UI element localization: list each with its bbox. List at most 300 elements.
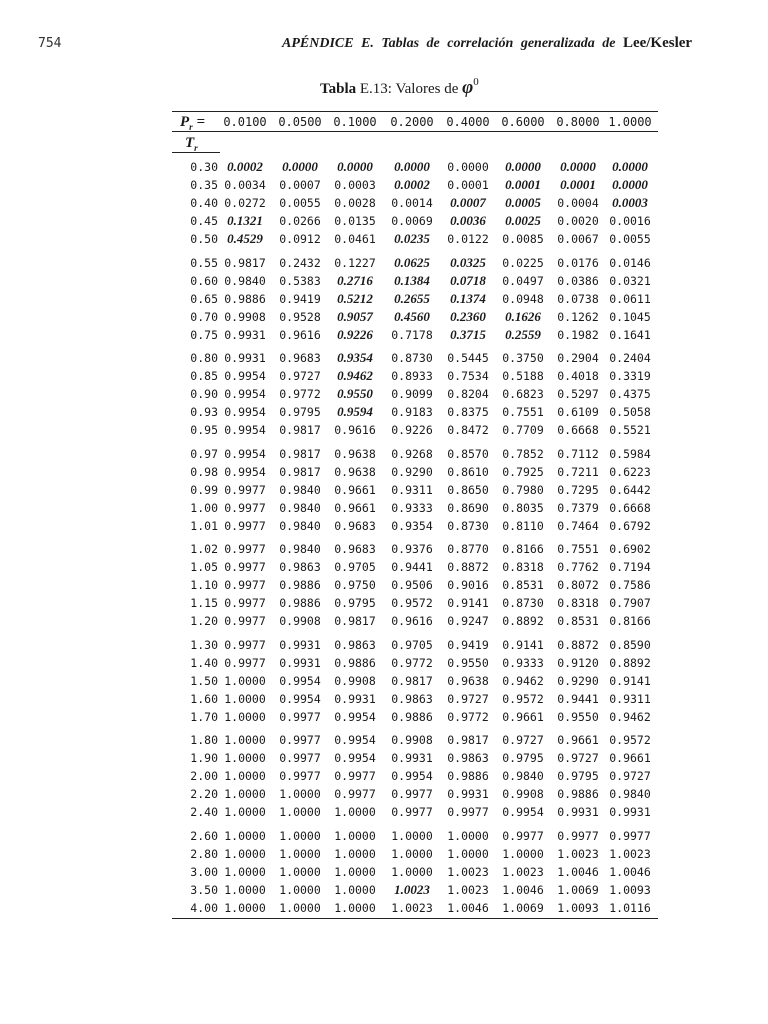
phi-value-cell: 0.1982 — [557, 327, 599, 342]
phi-value-cell: 1.0000 — [224, 691, 266, 706]
phi-value-cell: 0.9817 — [279, 423, 321, 438]
phi-value-cell: 0.4529 — [227, 231, 263, 247]
phi-value-cell: 1.0000 — [334, 864, 376, 879]
pr-column-header: 0.4000 — [446, 115, 490, 129]
phi-value-cell: 0.9311 — [391, 482, 433, 497]
phi-value-cell: 0.9931 — [224, 327, 266, 342]
tr-cell: 2.20 — [190, 787, 218, 802]
phi-value-cell: 0.9550 — [557, 709, 599, 724]
phi-value-cell: 0.0122 — [447, 232, 489, 247]
table-row — [172, 196, 658, 214]
caption-label: Tabla — [320, 81, 357, 97]
phi-value-cell: 0.5297 — [557, 387, 599, 402]
phi-value-cell: 0.0718 — [450, 272, 486, 288]
phi-value-cell: 0.0948 — [502, 291, 544, 306]
phi-value-cell: 0.2404 — [609, 351, 651, 365]
tr-cell: 1.02 — [190, 542, 218, 556]
table-row — [172, 733, 658, 751]
phi-value-cell: 1.0023 — [391, 900, 433, 915]
phi-value-cell: 0.7762 — [557, 560, 599, 575]
phi-value-cell: 0.0272 — [224, 196, 266, 211]
phi-value-cell: 0.0497 — [502, 273, 544, 288]
phi-value-cell: 0.8730 — [391, 351, 433, 365]
table-row — [172, 214, 658, 232]
phi-value-cell: 0.7925 — [502, 464, 544, 479]
phi-value-cell: 0.0225 — [502, 255, 544, 270]
phi-value-cell: 0.9977 — [502, 828, 544, 843]
phi-value-cell: 1.0000 — [224, 846, 266, 861]
tr-cell: 3.00 — [190, 864, 218, 879]
phi-value-cell: 0.9954 — [334, 709, 376, 724]
phi-value-cell: 0.9977 — [224, 542, 266, 556]
phi-value-cell: 0.9817 — [279, 446, 321, 461]
phi-value-cell: 0.9727 — [447, 691, 489, 706]
pr-column-header: 0.8000 — [556, 115, 600, 129]
phi-value-cell: 0.1045 — [609, 309, 651, 324]
phi-value-cell: 0.9931 — [447, 787, 489, 802]
phi-value-cell: 0.8531 — [502, 578, 544, 593]
phi-value-cell: 0.9863 — [279, 560, 321, 575]
phi-value-cell: 0.7980 — [502, 482, 544, 497]
phi-value-cell: 1.0000 — [224, 769, 266, 784]
phi-value-cell: 1.0000 — [279, 787, 321, 802]
tr-cell: 1.15 — [190, 596, 218, 611]
phi-value-cell: 1.0000 — [279, 864, 321, 879]
phi-value-cell: 0.9795 — [557, 769, 599, 784]
table-row — [172, 501, 658, 519]
phi-value-cell: 0.9908 — [224, 309, 266, 324]
phi-value-cell: 0.9954 — [224, 423, 266, 438]
phi-value-cell: 0.9954 — [224, 405, 266, 420]
phi-value-cell: 0.0738 — [557, 291, 599, 306]
phi-value-cell: 0.9817 — [279, 464, 321, 479]
phi-value-cell: 0.0005 — [505, 195, 541, 211]
phi-value-cell: 0.4560 — [394, 308, 430, 324]
phi-value-cell: 0.7709 — [502, 423, 544, 438]
tr-cell: 1.80 — [190, 733, 218, 747]
phi-value-cell: 0.9099 — [391, 387, 433, 402]
phi-value-cell: 1.0000 — [279, 882, 321, 897]
phi-value-cell: 0.9977 — [224, 578, 266, 593]
phi-value-cell: 0.9226 — [391, 423, 433, 438]
table-top-rule — [172, 111, 658, 112]
phi-value-cell: 0.9863 — [447, 751, 489, 766]
phi-value-cell: 0.0028 — [334, 196, 376, 211]
phi-value-cell: 0.9462 — [337, 368, 373, 384]
phi-value-cell: 0.9311 — [609, 691, 651, 706]
table-row — [172, 387, 658, 405]
phi-value-cell: 0.0000 — [394, 159, 430, 174]
phi-value-cell: 0.9333 — [502, 655, 544, 670]
phi-value-cell: 0.9886 — [224, 291, 266, 306]
table-row — [172, 178, 658, 196]
phi-value-cell: 0.9886 — [447, 769, 489, 784]
phi-value-cell: 0.9616 — [334, 423, 376, 438]
tr-cell: 0.99 — [190, 482, 218, 497]
phi-value-cell: 1.0046 — [502, 882, 544, 897]
phi-value-cell: 1.0023 — [609, 846, 651, 861]
phi-value-cell: 0.9141 — [447, 596, 489, 611]
phi-value-cell: 0.9977 — [224, 637, 266, 652]
phi-value-cell: 0.9616 — [391, 614, 433, 629]
phi-value-cell: 0.9290 — [391, 464, 433, 479]
tr-cell: 2.40 — [190, 805, 218, 820]
phi-value-cell: 0.9954 — [334, 733, 376, 747]
phi-value-cell: 0.9977 — [279, 709, 321, 724]
phi-value-cell: 0.1626 — [505, 308, 541, 324]
phi-value-cell: 0.0000 — [447, 160, 489, 174]
phi-value-cell: 1.0000 — [224, 900, 266, 915]
phi-value-cell: 0.9817 — [447, 733, 489, 747]
phi-value-cell: 0.9727 — [502, 733, 544, 747]
phi-value-cell: 0.0020 — [557, 214, 599, 229]
phi-value-cell: 1.0000 — [391, 846, 433, 861]
phi-value-cell: 0.9977 — [447, 805, 489, 820]
phi-value-cell: 0.9977 — [391, 787, 433, 802]
phi-value-cell: 1.0093 — [557, 900, 599, 915]
phi-value-cell: 0.7211 — [557, 464, 599, 479]
tr-cell: 0.40 — [190, 196, 218, 211]
phi-value-cell: 0.2716 — [337, 272, 373, 288]
table-row — [172, 901, 658, 919]
phi-value-cell: 0.3715 — [450, 326, 486, 342]
phi-value-cell: 1.0000 — [224, 805, 266, 820]
phi-value-cell: 0.8204 — [447, 387, 489, 402]
phi-value-cell: 0.9419 — [447, 637, 489, 652]
phi-value-cell: 0.7178 — [391, 327, 433, 342]
phi-value-cell: 0.9638 — [447, 673, 489, 688]
pr-column-header: 0.6000 — [501, 115, 545, 129]
phi-value-cell: 0.9977 — [391, 805, 433, 820]
table-row — [172, 692, 658, 710]
phi-value-cell: 0.9931 — [334, 691, 376, 706]
phi-value-cell: 0.9977 — [224, 500, 266, 515]
phi-value-cell: 0.9954 — [224, 464, 266, 479]
phi-value-cell: 0.9750 — [334, 578, 376, 593]
phi-value-cell: 0.3750 — [502, 351, 544, 365]
phi-value-cell: 0.1321 — [227, 213, 263, 229]
phi-value-cell: 0.5445 — [447, 351, 489, 365]
phi-value-cell: 1.0046 — [609, 864, 651, 879]
phi-value-cell: 0.9226 — [337, 326, 373, 342]
phi-value-cell: 0.6902 — [609, 542, 651, 556]
phi-value-cell: 0.0055 — [279, 196, 321, 211]
tr-cell: 0.35 — [190, 178, 218, 193]
pr-column-header: 0.2000 — [390, 115, 434, 129]
tr-cell: 2.00 — [190, 769, 218, 784]
phi-value-cell: 0.0611 — [609, 291, 651, 306]
phi-value-cell: 0.5058 — [609, 405, 651, 420]
phi-value-cell: 0.4375 — [609, 387, 651, 402]
phi-value-cell: 0.2655 — [394, 290, 430, 306]
phi-value-cell: 0.9817 — [391, 673, 433, 688]
phi-value-cell: 0.9462 — [609, 709, 651, 724]
phi-value-cell: 0.9638 — [334, 464, 376, 479]
phi-value-cell: 1.0000 — [224, 828, 266, 843]
phi-value-cell: 0.8610 — [447, 464, 489, 479]
phi-value-cell: 0.9572 — [391, 596, 433, 611]
phi-value-cell: 0.9683 — [334, 542, 376, 556]
phi-value-cell: 0.0176 — [557, 255, 599, 270]
table-row — [172, 847, 658, 865]
phi-value-cell: 0.8072 — [557, 578, 599, 593]
phi-value-cell: 0.8730 — [447, 518, 489, 533]
tr-cell: 1.01 — [190, 518, 218, 533]
phi-value-cell: 0.9616 — [279, 327, 321, 342]
table-row — [172, 883, 658, 901]
tr-cell: 1.70 — [190, 709, 218, 724]
phi-value-cell: 0.7112 — [557, 446, 599, 461]
tr-cell: 0.45 — [190, 214, 218, 229]
phi-value-cell: 1.0000 — [224, 673, 266, 688]
phi-value-cell: 0.6223 — [609, 464, 651, 479]
phi-value-cell: 0.9908 — [334, 673, 376, 688]
phi-value-cell: 0.9683 — [334, 518, 376, 533]
phi-value-cell: 0.6792 — [609, 518, 651, 533]
phi-value-cell: 0.9528 — [279, 309, 321, 324]
phi-value-cell: 1.0000 — [224, 864, 266, 879]
phi-value-cell: 0.8933 — [391, 369, 433, 384]
phi-value-cell: 0.9462 — [502, 673, 544, 688]
pr-column-header: 1.0000 — [608, 115, 652, 129]
phi-value-cell: 0.7295 — [557, 482, 599, 497]
phi-value-cell: 1.0000 — [224, 733, 266, 747]
phi-value-cell: 0.9863 — [334, 637, 376, 652]
tr-cell: 0.95 — [190, 423, 218, 438]
phi-value-cell: 1.0093 — [609, 882, 651, 897]
table-row — [172, 560, 658, 578]
table-row — [172, 328, 658, 346]
phi-value-cell: 1.0000 — [224, 787, 266, 802]
phi-value-cell: 0.9931 — [279, 655, 321, 670]
phi-value-cell: 0.0003 — [334, 178, 376, 193]
phi-value-cell: 0.9954 — [502, 805, 544, 820]
phi-value-cell: 1.0046 — [447, 900, 489, 915]
phi-value-cell: 0.9840 — [502, 769, 544, 784]
phi-value-cell: 0.9840 — [224, 273, 266, 288]
phi-value-cell: 0.8730 — [502, 596, 544, 611]
tr-cell: 0.85 — [190, 369, 218, 384]
running-head — [282, 35, 702, 52]
phi-value-cell: 0.0007 — [450, 195, 486, 211]
phi-value-cell: 0.9772 — [391, 655, 433, 670]
phi-value-cell: 0.8531 — [557, 614, 599, 629]
phi-value-cell: 0.9954 — [279, 691, 321, 706]
phi-value-cell: 1.0023 — [447, 882, 489, 897]
tr-cell: 0.70 — [190, 309, 218, 324]
phi-value-cell: 0.0461 — [334, 232, 376, 247]
phi-value-cell: 0.7907 — [609, 596, 651, 611]
table-row — [172, 542, 658, 560]
phi-value-cell: 0.9661 — [609, 751, 651, 766]
table-row — [172, 447, 658, 465]
table-row — [172, 614, 658, 632]
tr-cell: 1.60 — [190, 691, 218, 706]
phi-value-cell: 0.9506 — [391, 578, 433, 593]
phi-value-cell: 0.9705 — [334, 560, 376, 575]
phi-value-cell: 1.0000 — [224, 709, 266, 724]
phi-value-cell: 0.3319 — [609, 369, 651, 384]
phi-value-cell: 0.6668 — [609, 500, 651, 515]
phi-value-cell: 0.8590 — [609, 637, 651, 652]
phi-value-cell: 0.9817 — [334, 614, 376, 629]
phi-value-cell: 0.0000 — [560, 159, 596, 174]
phi-value-cell: 0.7464 — [557, 518, 599, 533]
tr-cell: 1.05 — [190, 560, 218, 575]
phi-value-cell: 0.9863 — [391, 691, 433, 706]
phi-value-cell: 1.0000 — [391, 828, 433, 843]
phi-value-cell: 0.8318 — [502, 560, 544, 575]
phi-value-cell: 0.8472 — [447, 423, 489, 438]
tr-header-rule — [172, 152, 220, 153]
tr-cell: 0.97 — [190, 446, 218, 461]
phi-value-cell: 0.7551 — [502, 405, 544, 420]
table-header-row — [172, 114, 658, 131]
phi-value-cell: 1.0000 — [334, 900, 376, 915]
phi-value-cell: 0.9247 — [447, 614, 489, 629]
phi-value-cell: 0.9977 — [224, 655, 266, 670]
phi-value-cell: 0.0003 — [612, 195, 648, 211]
phi-value-cell: 0.9977 — [557, 828, 599, 843]
phi-value-cell: 1.0000 — [502, 846, 544, 861]
phi-value-cell: 0.0135 — [334, 214, 376, 229]
phi-value-cell: 0.7534 — [447, 369, 489, 384]
phi-value-cell: 1.0000 — [334, 846, 376, 861]
tr-cell: 1.30 — [190, 637, 218, 652]
phi-value-cell: 0.0001 — [560, 177, 596, 193]
phi-value-cell: 0.9977 — [279, 733, 321, 747]
phi-value-cell: 0.8892 — [609, 655, 651, 670]
phi-value-cell: 0.9141 — [502, 637, 544, 652]
table-row — [172, 274, 658, 292]
phi-value-cell: 0.9268 — [391, 446, 433, 461]
table-caption — [320, 77, 479, 99]
phi-value-cell: 0.0001 — [505, 177, 541, 193]
phi-value-cell: 0.9908 — [502, 787, 544, 802]
phi-value-cell: 0.8650 — [447, 482, 489, 497]
phi-value-cell: 0.0000 — [612, 177, 648, 193]
phi-value-cell: 0.9977 — [279, 751, 321, 766]
phi-value-cell: 0.0000 — [505, 159, 541, 174]
phi-value-cell: 0.9931 — [279, 637, 321, 652]
table-row — [172, 465, 658, 483]
tr-cell: 0.93 — [190, 405, 218, 420]
phi-value-cell: 0.9954 — [224, 446, 266, 461]
table-row — [172, 292, 658, 310]
phi-value-cell: 0.0321 — [609, 273, 651, 288]
phi-value-cell: 0.9954 — [334, 751, 376, 766]
phi-value-cell: 0.1384 — [394, 272, 430, 288]
table-row — [172, 596, 658, 614]
phi-value-cell: 0.8770 — [447, 542, 489, 556]
caption-title: Valores de — [395, 81, 459, 97]
phi-value-cell: 1.0000 — [279, 828, 321, 843]
phi-value-cell: 0.9977 — [224, 560, 266, 575]
phi-value-cell: 0.9661 — [557, 733, 599, 747]
phi-value-cell: 0.0055 — [609, 232, 651, 247]
phi-value-cell: 0.0025 — [505, 213, 541, 229]
phi-value-cell: 0.9817 — [224, 255, 266, 270]
table-row — [172, 232, 658, 250]
phi-value-cell: 0.8110 — [502, 518, 544, 533]
phi-value-cell: 0.0036 — [450, 213, 486, 229]
phi-value-cell: 0.0002 — [227, 159, 263, 174]
phi-value-cell: 0.2559 — [505, 326, 541, 342]
phi-value-cell: 0.9795 — [279, 405, 321, 420]
running-head-text: APÉNDICE E. Tablas de correlación generalizada de — [282, 36, 616, 51]
phi-value-cell: 0.9683 — [279, 351, 321, 365]
phi-value-cell: 0.9977 — [334, 769, 376, 784]
phi-value-cell: 0.9840 — [609, 787, 651, 802]
table-bottom-rule — [172, 918, 658, 919]
pr-header-label: $P_r$ = — [180, 114, 205, 132]
table-row — [172, 369, 658, 387]
caption-superscript: 0 — [473, 76, 479, 88]
phi-value-cell: 1.0000 — [334, 805, 376, 820]
phi-value-cell: 1.0000 — [334, 882, 376, 897]
phi-value-cell: 1.0069 — [557, 882, 599, 897]
table-row — [172, 829, 658, 847]
tr-cell: 0.65 — [190, 291, 218, 306]
tr-cell: 0.90 — [190, 387, 218, 402]
phi-value-cell: 0.2432 — [279, 255, 321, 270]
phi-value-cell: 0.9977 — [224, 614, 266, 629]
phi-value-cell: 0.9886 — [557, 787, 599, 802]
phi-value-cell: 0.5383 — [279, 273, 321, 288]
phi-value-cell: 0.9931 — [609, 805, 651, 820]
phi-value-cell: 0.9572 — [502, 691, 544, 706]
phi-value-cell: 0.0007 — [279, 178, 321, 193]
phi-value-cell: 0.1262 — [557, 309, 599, 324]
phi-value-cell: 0.9661 — [334, 500, 376, 515]
caption-phi-symbol: φ — [462, 77, 474, 98]
phi-value-cell: 0.9977 — [334, 787, 376, 802]
phi-value-cell: 0.9954 — [224, 369, 266, 384]
running-head-author: Lee/Kesler — [622, 35, 693, 51]
phi-value-cell: 0.0625 — [394, 254, 430, 270]
phi-value-cell: 0.9840 — [279, 542, 321, 556]
phi-value-cell: 0.2360 — [450, 308, 486, 324]
phi-value-cell: 1.0116 — [609, 900, 651, 915]
phi-value-cell: 0.1227 — [334, 255, 376, 270]
phi-value-cell: 0.9354 — [391, 518, 433, 533]
phi-value-cell: 0.0001 — [447, 178, 489, 193]
phi-value-cell: 0.8892 — [502, 614, 544, 629]
phi-value-cell: 0.0000 — [337, 159, 373, 174]
phi-value-cell: 1.0023 — [557, 846, 599, 861]
table-row — [172, 310, 658, 328]
phi-value-cell: 0.6109 — [557, 405, 599, 420]
phi-value-cell: 0.9977 — [224, 482, 266, 497]
phi-value-cell: 0.6823 — [502, 387, 544, 402]
table-row — [172, 405, 658, 423]
phi-value-cell: 1.0023 — [447, 864, 489, 879]
phi-value-cell: 0.7586 — [609, 578, 651, 593]
page-number: 754 — [38, 36, 62, 51]
phi-value-cell: 0.9057 — [337, 308, 373, 324]
phi-value-cell: 0.5212 — [337, 290, 373, 306]
phi-value-cell: 0.8690 — [447, 500, 489, 515]
phi-value-cell: 0.9977 — [279, 769, 321, 784]
tr-cell: 0.98 — [190, 464, 218, 479]
table-row — [172, 710, 658, 728]
phi-value-cell: 0.0235 — [394, 231, 430, 247]
tr-cell: 0.60 — [190, 273, 218, 288]
tr-cell: 2.80 — [190, 846, 218, 861]
phi-value-cell: 0.8375 — [447, 405, 489, 420]
phi-value-cell: 0.9594 — [337, 404, 373, 420]
phi-value-cell: 0.9954 — [279, 673, 321, 688]
